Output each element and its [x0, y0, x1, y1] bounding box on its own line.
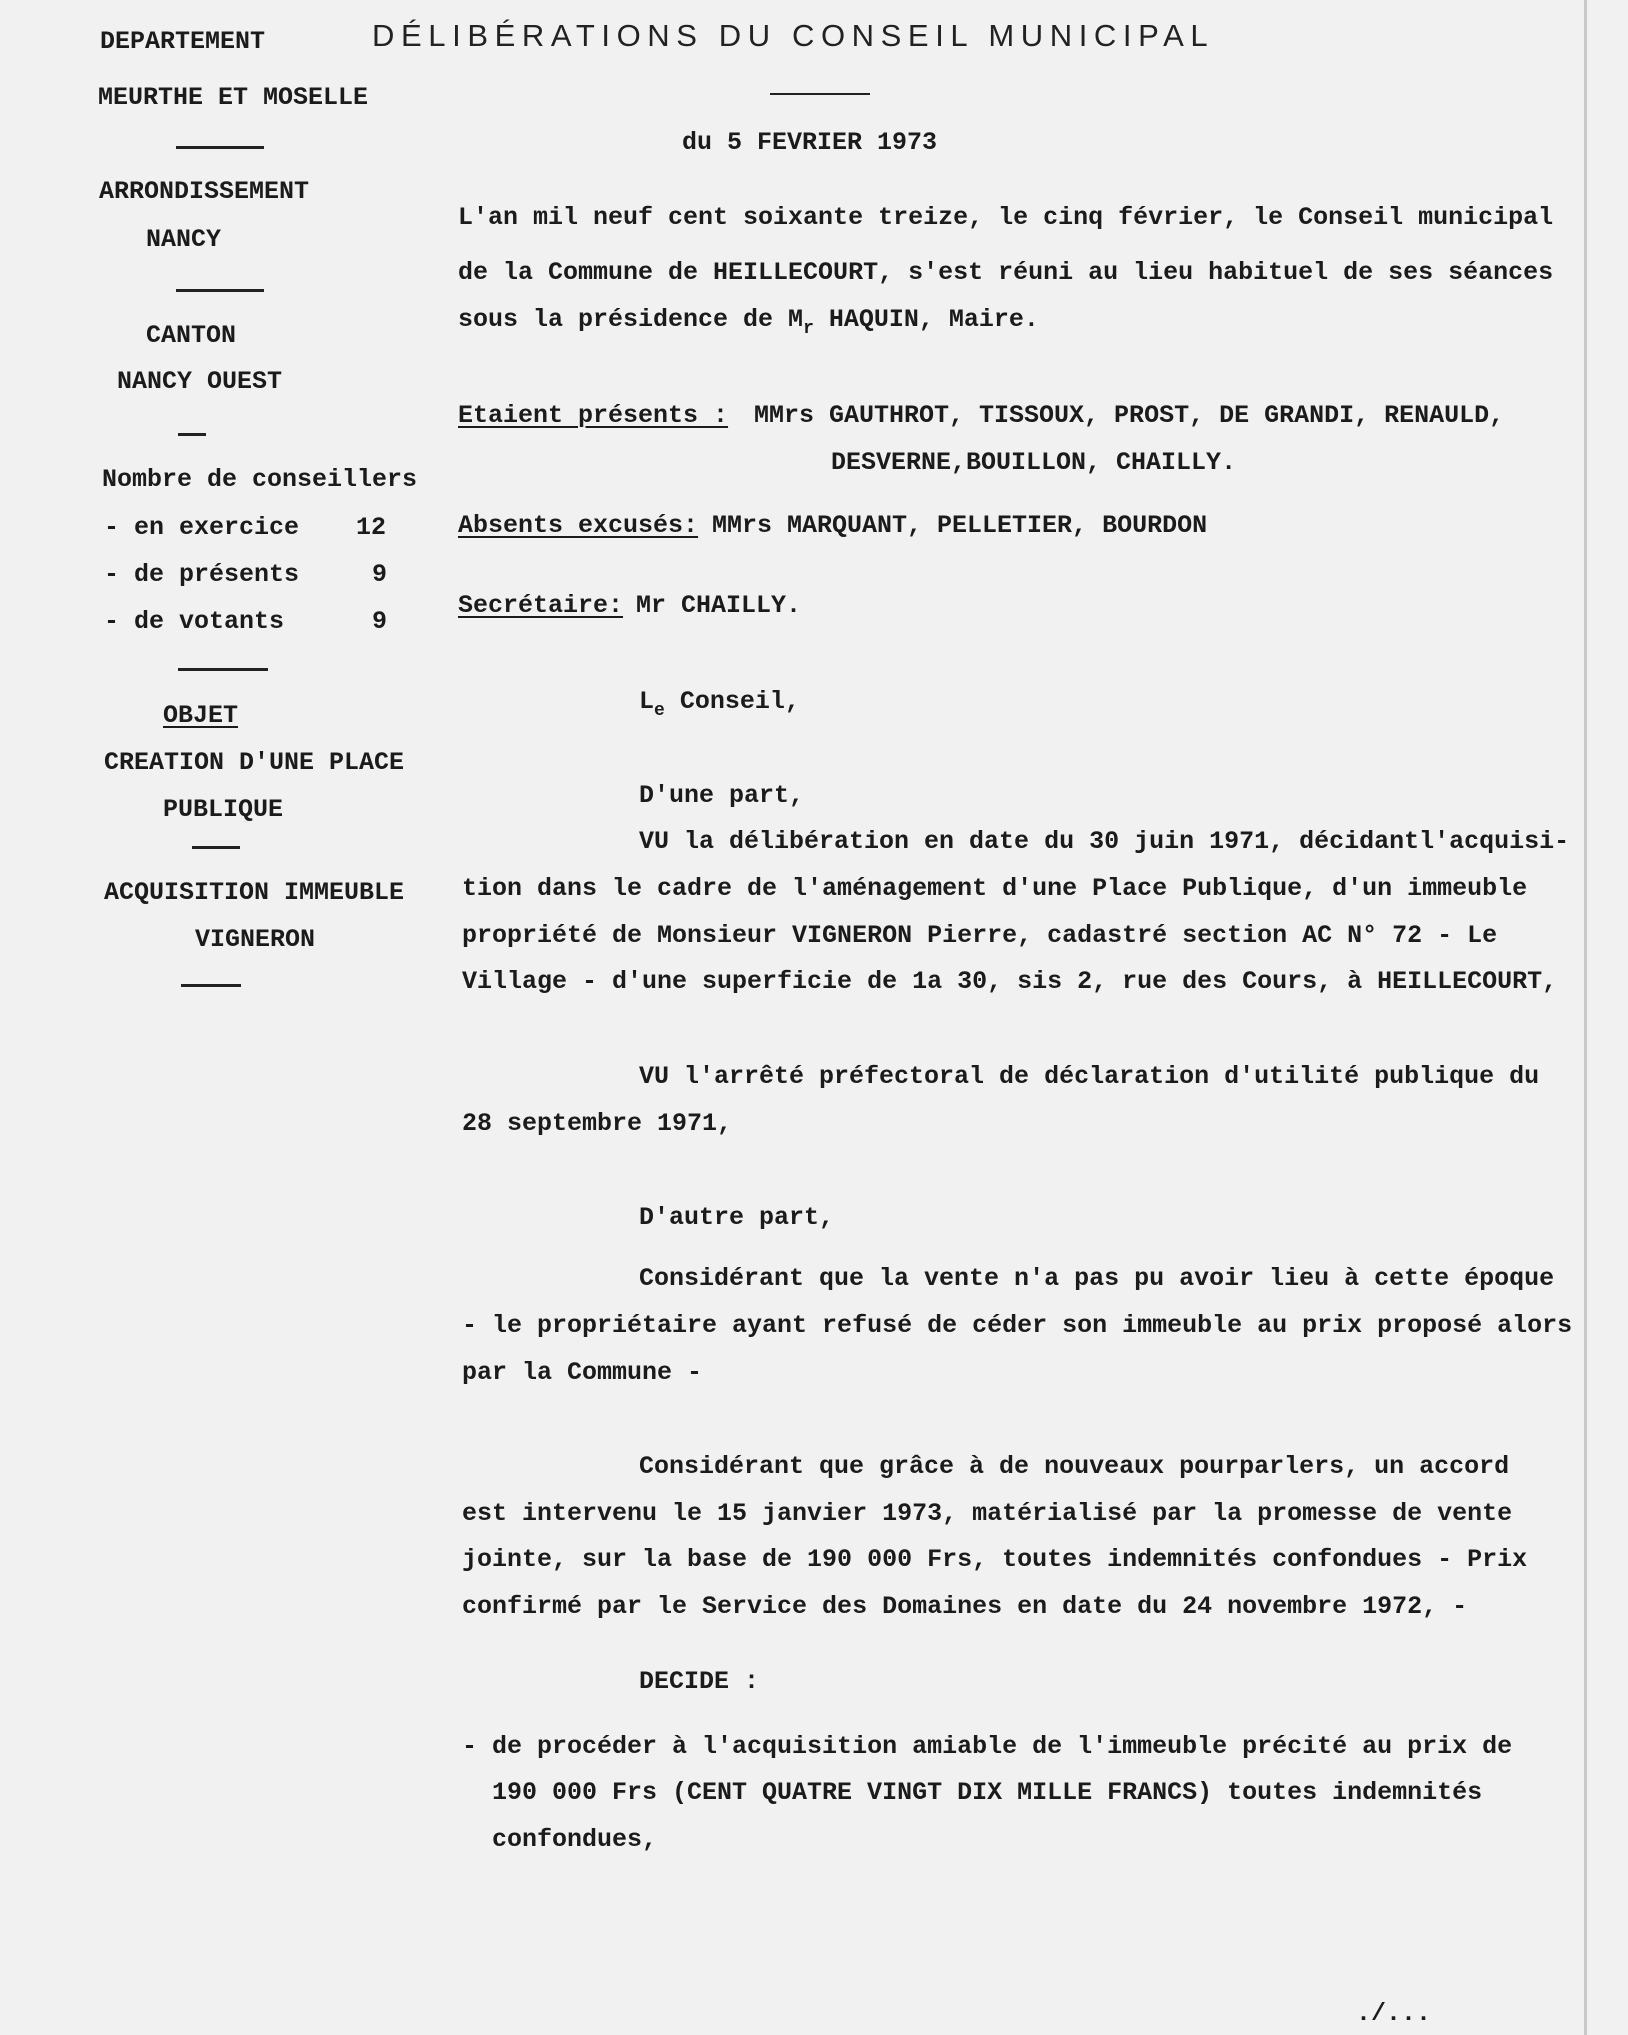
presents-list: MMrs GAUTHROT, TISSOUX, PROST, DE GRANDI, RENAULD, — [754, 401, 1505, 430]
considerant-line: jointe, sur la base de 190 000 Frs, toutes indemnités confondues - Prix — [462, 1545, 1528, 1574]
vu-line: VU la délibération en date du 30 juin 1971, décidantl'acquisi- — [639, 827, 1570, 856]
title-rule — [770, 93, 870, 95]
objet-label: OBJET — [163, 701, 239, 730]
acquisition-line: ACQUISITION IMMEUBLE — [104, 878, 405, 907]
session-date: du 5 FEVRIER 1973 — [682, 128, 938, 157]
considerant-line: par la Commune - — [462, 1358, 703, 1387]
decision-line: confondues, — [492, 1825, 658, 1854]
conseil-heading: $L_e$ Conseil, — [639, 687, 800, 721]
acquisition-line: VIGNERON — [195, 925, 316, 954]
sidebar-rule — [192, 846, 240, 849]
canton-value: NANCY OUEST — [117, 367, 283, 396]
intro-line: de la Commune de HEILLECOURT, s'est réuni au lieu habituel de ses séances — [458, 258, 1554, 287]
objet-line: PUBLIQUE — [163, 795, 284, 824]
sidebar-rule — [178, 433, 206, 436]
secretaire-label: Secrétaire: — [458, 591, 624, 620]
vu-line: 28 septembre 1971, — [462, 1109, 733, 1138]
decide-heading: DECIDE : — [639, 1667, 760, 1696]
absents-label: Absents excusés: — [458, 511, 699, 540]
page-edge — [1584, 0, 1587, 2035]
vu-line: Village - d'une superficie de 1a 30, sis 2, rue des Cours, à HEILLECOURT, — [462, 967, 1558, 996]
departement-label: DEPARTEMENT — [100, 27, 266, 56]
decision-line: 190 000 Frs (CENT QUATRE VINGT DIX MILLE FRANCS) toutes indemnités — [492, 1778, 1483, 1807]
canton-label: CANTON — [146, 321, 237, 350]
departement-value: MEURTHE ET MOSELLE — [98, 83, 369, 112]
considerant-line: est intervenu le 15 janvier 1973, matérialisé par la promesse de vente — [462, 1499, 1513, 1528]
dune-part: D'une part, — [639, 781, 805, 810]
dautre-part: D'autre part, — [639, 1203, 835, 1232]
objet-line: CREATION D'UNE PLACE — [104, 748, 405, 777]
sidebar-rule — [178, 668, 268, 671]
count-value: 9 — [372, 560, 388, 589]
considerant-line: Considérant que la vente n'a pas pu avoir lieu à cette époque — [639, 1264, 1555, 1293]
presents-list: DESVERNE,BOUILLON, CHAILLY. — [831, 448, 1237, 477]
count-label: - en exercice — [104, 513, 300, 542]
vu-line: tion dans le cadre de l'aménagement d'une Place Publique, d'un immeuble — [462, 874, 1528, 903]
considerant-line: Considérant que grâce à de nouveaux pourparlers, un accord — [639, 1452, 1510, 1481]
presents-label: Etaient présents : — [458, 401, 729, 430]
sidebar-rule — [181, 984, 241, 987]
considerant-line: confirmé par le Service des Domaines en date du 24 novembre 1972, - — [462, 1592, 1468, 1621]
conseillers-label: Nombre de conseillers — [102, 465, 418, 494]
count-value: 12 — [356, 513, 387, 542]
count-label: - de votants — [104, 607, 285, 636]
absents-list: MMrs MARQUANT, PELLETIER, BOURDON — [712, 511, 1208, 540]
sidebar-rule — [176, 289, 264, 292]
intro-line: sous la présidence de $M_r$ HAQUIN, Maire. — [458, 305, 1039, 339]
arrondissement-value: NANCY — [146, 225, 222, 254]
count-value: 9 — [372, 607, 388, 636]
arrondissement-label: ARRONDISSEMENT — [99, 177, 310, 206]
continued-mark: ./... — [1356, 1999, 1432, 2028]
vu-line: propriété de Monsieur VIGNERON Pierre, cadastré section AC N° 72 - Le — [462, 921, 1498, 950]
intro-line: L'an mil neuf cent soixante treize, le cinq février, le Conseil municipal — [458, 203, 1554, 232]
vu-line: VU l'arrêté préfectoral de déclaration d'utilité publique du — [639, 1062, 1540, 1091]
secretaire-value: Mr CHAILLY. — [636, 591, 802, 620]
sidebar-rule — [176, 146, 264, 149]
page-title: DÉLIBÉRATIONS DU CONSEIL MUNICIPAL — [372, 18, 1215, 53]
decision-line: - de procéder à l'acquisition amiable de l'immeuble précité au prix de — [462, 1732, 1513, 1761]
considerant-line: - le propriétaire ayant refusé de céder son immeuble au prix proposé alors — [462, 1311, 1573, 1340]
count-label: - de présents — [104, 560, 300, 589]
